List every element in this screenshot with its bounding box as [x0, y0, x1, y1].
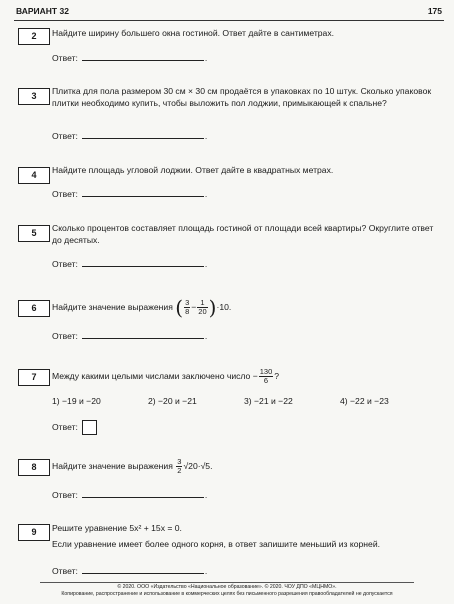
- fraction-3-2: $\frac{3}{2}$: [177, 457, 182, 476]
- task-question: Сколько процентов составляет площадь гостиной от площади всей квартиры? Округлите ответ до десятых.: [52, 223, 434, 245]
- answer-label: Ответ:: [52, 331, 78, 341]
- header-rule: [14, 20, 444, 21]
- footer-rule: [40, 582, 414, 583]
- answer-label: Ответ:: [52, 259, 78, 269]
- answer-field[interactable]: Ответ: .: [52, 53, 208, 63]
- option-1[interactable]: 1) −19 и −20: [52, 396, 101, 406]
- answer-field[interactable]: Ответ: .: [52, 259, 208, 269]
- task-question: Плитка для пола размером 30 см × 30 см продаётся в упаковках по 10 штук. Сколько упаковок плитки необходимо купить, чтобы выложить пол лоджии, примыкающей к спальне?: [52, 86, 432, 108]
- task-number: 9: [18, 524, 50, 541]
- answer-label: Ответ:: [52, 131, 78, 141]
- answer-label: Ответ:: [52, 189, 78, 199]
- question-tail: ·10.: [216, 302, 232, 312]
- right-paren: ): [208, 295, 217, 320]
- task-number: 6: [18, 300, 50, 317]
- left-paren: (: [175, 295, 184, 320]
- copyright-footer: [12, 584, 442, 598]
- question-text: Между какими целыми числами заключено число: [52, 371, 251, 381]
- answer-field[interactable]: [52, 420, 97, 435]
- answer-field[interactable]: Ответ: .: [52, 490, 208, 500]
- question-line-2: Если уравнение имеет более одного корня, в ответ запишите меньший из корней.: [52, 538, 381, 549]
- question-text: Найдите значение выражения: [52, 461, 173, 471]
- answer-label: Ответ:: [52, 421, 78, 432]
- task-question: [52, 362, 442, 390]
- task-number: 2: [18, 28, 50, 45]
- task-number: 4: [18, 167, 50, 184]
- answer-line[interactable]: [82, 130, 204, 139]
- answer-line[interactable]: [82, 330, 204, 339]
- answer-box[interactable]: [82, 420, 97, 435]
- question-tail: ?: [274, 371, 280, 381]
- task-question: Найдите ширину большего окна гостиной. Ответ дайте в сантиметрах.: [52, 28, 335, 38]
- question-line-1: Решите уравнение 5x² + 15x = 0.: [52, 523, 182, 533]
- task-question: Найдите площадь угловой лоджии. Ответ дайте в квадратных метрах.: [52, 165, 334, 175]
- task-question: [52, 523, 442, 550]
- answer-field[interactable]: Ответ: .: [52, 566, 208, 576]
- task-question: [52, 294, 442, 320]
- option-4[interactable]: 4) −22 и −23: [340, 396, 389, 406]
- answer-line[interactable]: [82, 258, 204, 267]
- fraction-130-6: $\frac{130}{6}$: [259, 367, 273, 386]
- task-number: 3: [18, 88, 50, 105]
- question-text: Найдите значение выражения: [52, 302, 173, 312]
- task-number: 7: [18, 369, 50, 386]
- minus-sign: −: [191, 302, 197, 312]
- copyright-line-2: Копирование, распространение и использование в коммерческих целях без письменного разрешения правообладателей не допускается: [61, 591, 393, 597]
- task-number: 8: [18, 459, 50, 476]
- answer-line[interactable]: [82, 188, 204, 197]
- fraction-1-20: $\frac{1}{20}$: [198, 298, 207, 317]
- answer-label: Ответ:: [52, 566, 78, 576]
- option-3[interactable]: 3) −21 и −22: [244, 396, 293, 406]
- answer-field[interactable]: Ответ: .: [52, 189, 208, 199]
- answer-field[interactable]: Ответ: .: [52, 131, 208, 141]
- answer-line[interactable]: [82, 489, 204, 498]
- task-number: 5: [18, 225, 50, 242]
- answer-field[interactable]: Ответ: .: [52, 331, 208, 341]
- answer-label: Ответ:: [52, 490, 78, 500]
- option-2[interactable]: 2) −20 и −21: [148, 396, 197, 406]
- minus-sign: −: [252, 371, 258, 381]
- answer-line[interactable]: [82, 52, 204, 61]
- task-question: [52, 454, 442, 478]
- page-number: 175: [427, 6, 442, 16]
- question-tail: √20·√5.: [183, 461, 213, 471]
- page-header: [16, 6, 442, 18]
- fraction-3-8: $\frac{3}{8}$: [185, 298, 190, 317]
- answer-label: Ответ:: [52, 53, 78, 63]
- answer-line[interactable]: [82, 565, 204, 574]
- copyright-line-1: © 2020. ООО «Издательство «Национальное образование». © 2020. ЧОУ ДПО «МЦНМО».: [117, 584, 337, 590]
- variant-label: ВАРИАНТ 32: [16, 6, 69, 16]
